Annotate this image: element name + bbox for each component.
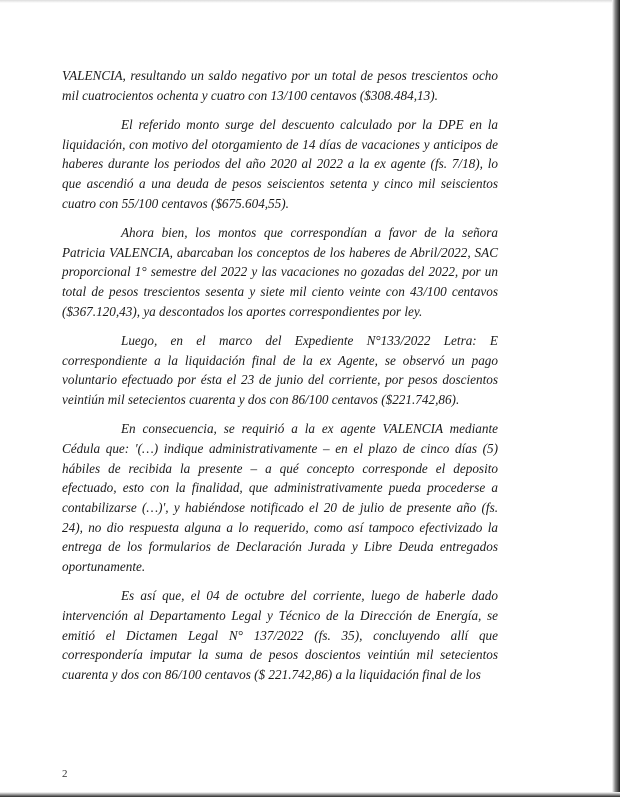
- scan-right-edge: [612, 0, 620, 797]
- paragraph-cedula: En consecuencia, se requirió a la ex agente VALENCIA mediante Cédula que: '(…) indique administrativamente – en el plazo de cinco días (5) hábiles de recibida la presente – a qué concepto corresponde el deposito efectuado, esto con la finalidad, que administrativamente pueda procederse a contabilizarse (…)', y habiéndose notificado el 20 de julio de presente año (fs. 24), no dio respuesta alguna a lo requerido, como así tampoco efectivizado la entrega de los formularios de Declaración Jurada y Libre Deuda entregados oportunamente.: [62, 421, 498, 575]
- paragraph-monto-origen: El referido monto surge del descuento calculado por la DPE en la liquidación, con motivo del otorgamiento de 14 días de vacaciones y anticipos de haberes durante los periodos del año 2020 al 2022 a la ex agente (fs. 7/18), lo que ascendió a una deuda de pesos seiscientos setenta y cinco mil seiscientos cuatro con 55/100 centavos ($675.604,55).: [62, 116, 498, 211]
- paragraph-continuation: VALENCIA, resultando un saldo negativo por un total de pesos trescientos ocho mil cuatrocientos ochenta y cuatro con 13/100 centavos ($308.484,13).: [62, 68, 498, 103]
- paragraph-expediente: Luego, en el marco del Expediente N°133/2022 Letra: E correspondiente a la liquidación final de la ex Agente, se observó un pago voluntario efectuado por ésta el 23 de junio del corriente, por pesos doscientos veintiún mil setecientos cuarenta y dos con 86/100 centavos ($221.742,86).: [62, 332, 498, 408]
- scan-top-edge: [0, 0, 620, 3]
- page-number: 2: [62, 768, 68, 780]
- document-body: [62, 66, 498, 694]
- scan-bottom-edge: [0, 792, 620, 797]
- paragraph-montos-favor: Ahora bien, los montos que correspondían a favor de la señora Patricia VALENCIA, abarcaban los conceptos de los haberes de Abril/2022, SAC proporcional 1° semestre del 2022 y las vacaciones no gozadas del 2022, por un total de pesos trescientos sesenta y siete mil ciento veinte con 43/100 centavos ($367.120,43), ya descontados los aportes correspondientes por ley.: [62, 224, 498, 319]
- paragraph-dictamen: Es así que, el 04 de octubre del corriente, luego de haberle dado intervención al Departamento Legal y Técnico de la Dirección de Energía, se emitió el Dictamen Legal N° 137/2022 (fs. 35), concluyendo allí que correspondería imputar la suma de pesos doscientos veintiún mil setecientos cuarenta y dos con 86/100 centavos ($ 221.742,86) a la liquidación final de los: [62, 588, 498, 683]
